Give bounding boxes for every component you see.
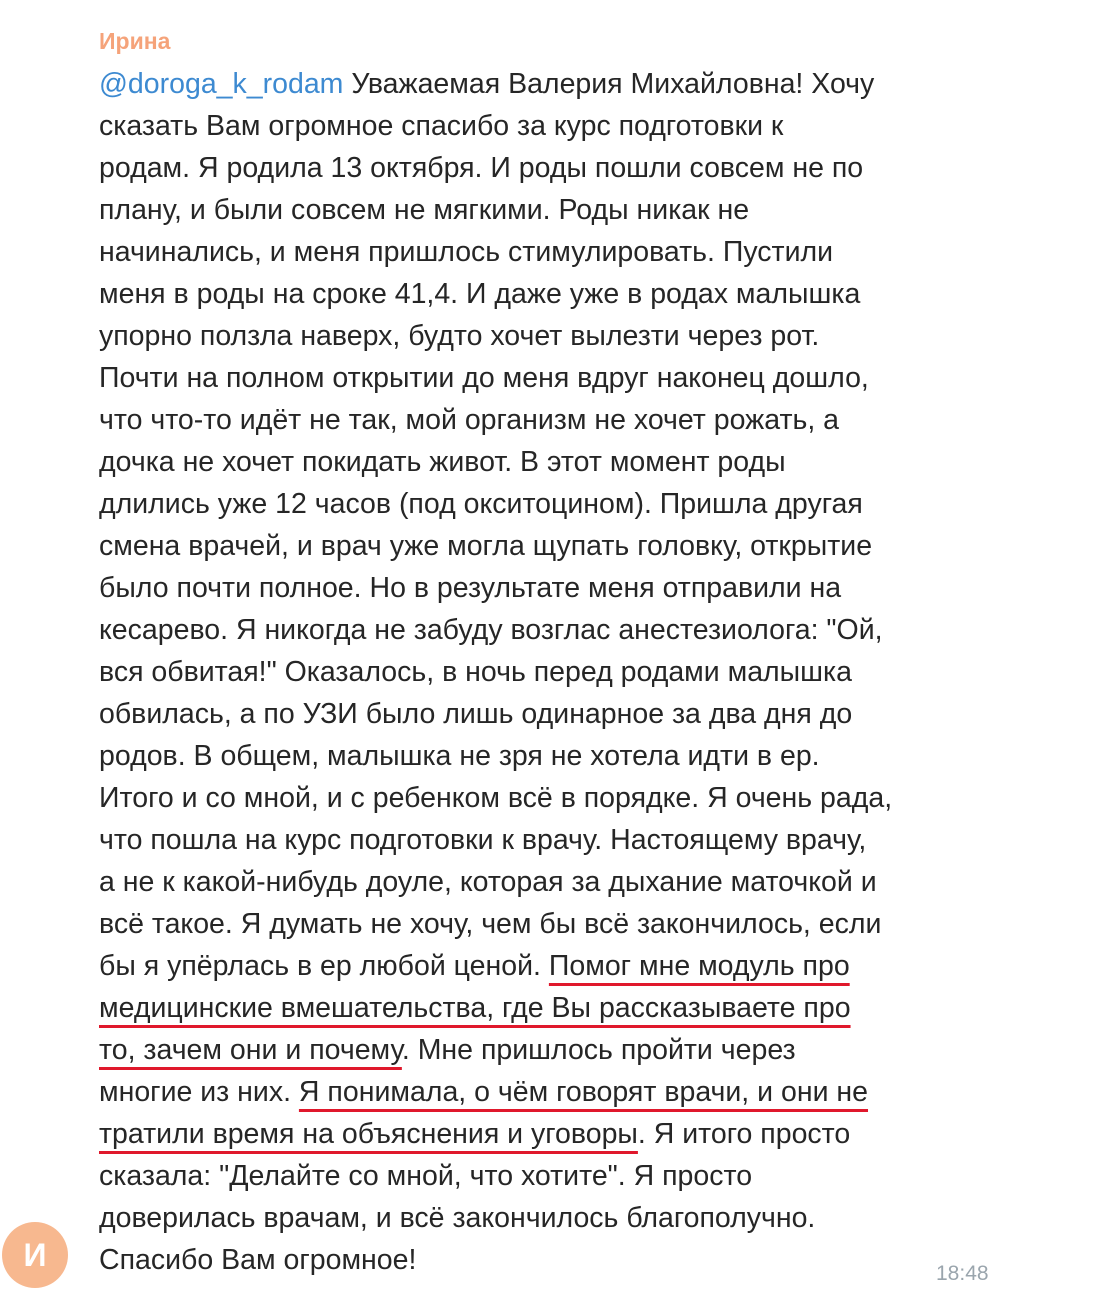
message-text — [99, 63, 1029, 1281]
message-text-segment: бы я упёрлась в ер любой ценой. — [99, 950, 549, 982]
message-line: что что-то идёт не так, мой организм не хочет рожать, а — [99, 404, 840, 436]
underlined-text: Помог мне модуль про — [548, 950, 850, 982]
message-line: сказала: "Делайте со мной, что хотите". Я просто — [99, 1160, 753, 1192]
message-line: Почти на полном открытии до меня вдруг наконец дошло, — [99, 362, 869, 394]
message-text-segment: . Мне пришлось пройти через — [401, 1034, 796, 1066]
message-line: сказать Вам огромное спасибо за курс подготовки к — [99, 110, 784, 142]
message-line — [99, 1071, 1029, 1113]
message-text-segment: Уважаемая Валерия Михайловна! Хочу — [343, 68, 875, 100]
message-line: упорно ползла наверх, будто хочет вылезти через рот. — [99, 320, 820, 352]
message-line: дочка не хочет покидать живот. В этот момент роды — [99, 446, 786, 478]
message-line: родов. В общем, малышка не зря не хотела идти в ер. — [99, 740, 820, 772]
mention-link[interactable]: @doroga_k_rodam — [99, 68, 344, 100]
message-line: а не к какой-нибудь доуле, которая за дыхание маточкой и — [99, 866, 877, 898]
message-line: Итого и со мной, и с ребенком всё в порядке. Я очень рада, — [99, 782, 893, 814]
message-line — [99, 63, 1029, 105]
message-line: всё такое. Я думать не хочу, чем бы всё закончилось, если — [99, 908, 882, 940]
message-line: вся обвитая!" Оказалось, в ночь перед родами малышка — [99, 656, 852, 688]
message-line: начинались, и меня пришлось стимулировать. Пустили — [99, 236, 834, 268]
message-line: обвилась, а по УЗИ было лишь одинарное за два дня до — [99, 698, 853, 730]
message-line — [99, 1113, 1029, 1155]
message-timestamp: 18:48 — [936, 1262, 989, 1285]
message-line: было почти полное. Но в результате меня отправили на — [99, 572, 842, 604]
message-line — [99, 987, 1029, 1029]
underlined-text: Я понимала, о чём говорят врачи, и они не — [298, 1076, 869, 1108]
message-text-segment: . Я итого просто — [637, 1118, 851, 1150]
underlined-text: тратили время на объяснения и уговоры — [99, 1118, 638, 1150]
message-line: доверилась врачам, и всё закончилось благополучно. — [99, 1202, 816, 1234]
message-line: длились уже 12 часов (под окситоцином). Пришла другая — [99, 488, 863, 520]
message-line: родам. Я родила 13 октября. И роды пошли совсем не по — [99, 152, 864, 184]
underlined-text: медицинские вмешательства, где Вы рассказываете про — [99, 992, 851, 1024]
avatar[interactable] — [2, 1222, 68, 1288]
message-line: меня в роды на сроке 41,4. И даже уже в родах малышка — [99, 278, 861, 310]
message-line — [99, 1029, 1029, 1071]
message-line: кесарево. Я никогда не забуду возглас анестезиолога: "Ой, — [99, 614, 883, 646]
message-line — [99, 945, 1029, 987]
message-line: что пошла на курс подготовки к врачу. Настоящему врачу, — [99, 824, 867, 856]
sender-name[interactable]: Ирина — [99, 28, 171, 54]
avatar-letter: И — [23, 1237, 47, 1273]
message-text-segment: многие из них. — [99, 1076, 299, 1108]
message-line: смена врачей, и врач уже могла щупать головку, открытие — [99, 530, 873, 562]
message-line: Спасибо Вам огромное! — [99, 1244, 417, 1276]
underlined-text: то, зачем они и почему — [99, 1034, 402, 1066]
message-line: плану, и были совсем не мягкими. Роды никак не — [99, 194, 750, 226]
